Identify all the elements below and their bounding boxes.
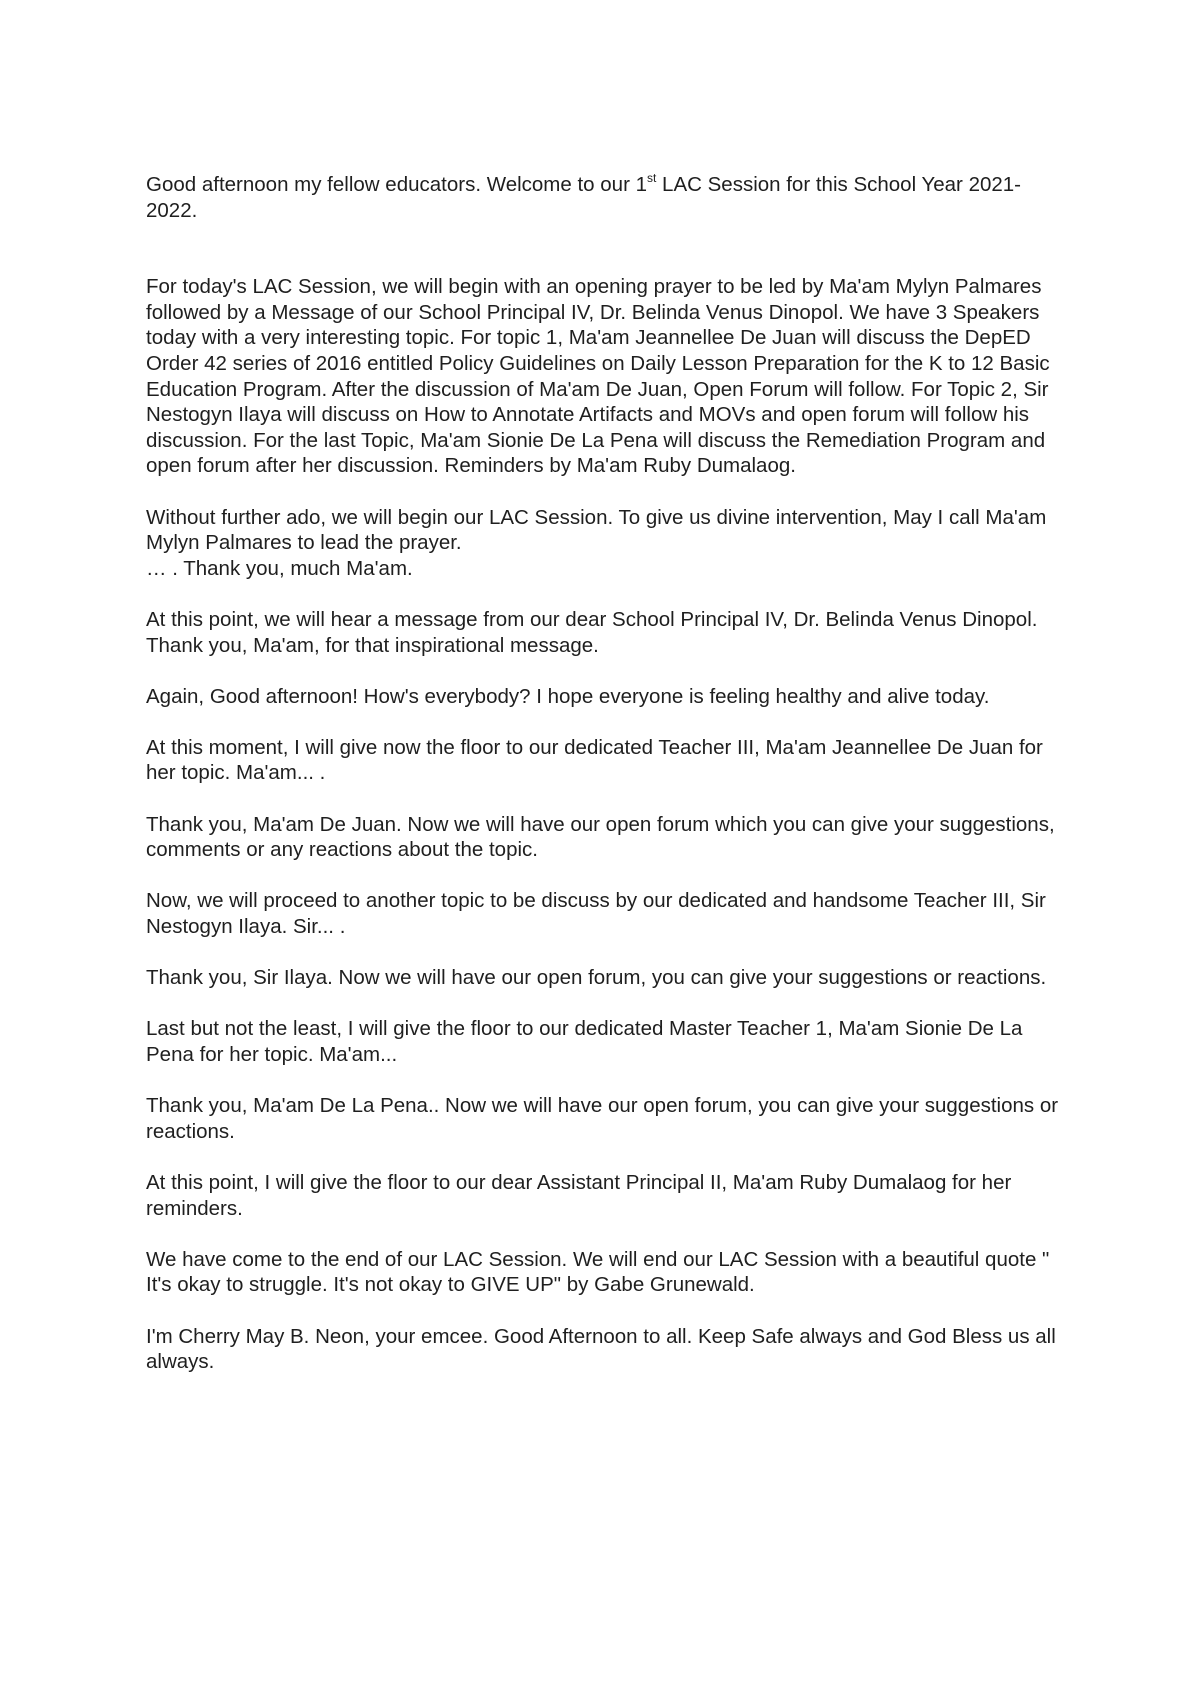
open-forum-3-paragraph: Thank you, Ma'am De La Pena.. Now we will have our open forum, you can give your suggestions or reactions. [146, 1094, 1059, 1143]
emcee-signoff-paragraph: I'm Cherry May B. Neon, your emcee. Good Afternoon to all. Keep Safe always and God Bless us all always. [146, 1324, 1056, 1374]
ordinal-superscript: st [647, 171, 657, 186]
speaker-2-intro-paragraph: Now, we will proceed to another topic to be discuss by our dedicated and handsome Teacher III, Sir Nestogyn Ilaya. Sir... . [146, 889, 1046, 939]
open-forum-1-paragraph: Thank you, Ma'am De Juan. Now we will have our open forum which you can give your suggestions, comments or any reactions about the topic. [146, 812, 1055, 862]
prayer-thanks-line: … . Thank you, much Ma'am. [146, 556, 413, 580]
program-overview-paragraph: For today's LAC Session, we will begin with an opening prayer to be led by Ma'am Mylyn Palmares followed by a Message of our School Principal IV, Dr. Belinda Venus Dinopol. We have 3 Speakers today with a very interesting topic. For topic 1, Ma'am Jeannellee De Juan will discuss the DepED Order 42 series of 2016 entitled Policy Guidelines on Daily Lesson Preparation for the K to 12 Basic Education Program. After the discussion of Ma'am De Juan, Open Forum will follow. For Topic 2, Sir Nestogyn Ilaya will discuss on How to Annotate Artifacts and MOVs and open forum will follow his discussion. For the last Topic, Ma'am Sionie De La Pena will discuss the Remediation Program and open forum after her discussion. Reminders by Ma'am Ruby Dumalaog. [146, 275, 1050, 478]
opening-text-start: Good afternoon my fellow educators. Welcome to our 1 [146, 173, 647, 196]
greeting-paragraph: Again, Good afternoon! How's everybody? I hope everyone is feeling healthy and alive today. [146, 684, 990, 708]
prayer-call-paragraph: Without further ado, we will begin our LAC Session. To give us divine intervention, May I call Ma'am Mylyn Palmares to lead the prayer. [146, 505, 1047, 555]
open-forum-2-paragraph: Thank you, Sir Ilaya. Now we will have our open forum, you can give your suggestions or reactions. [146, 966, 1047, 990]
document-body [146, 172, 1066, 1375]
speaker-1-intro-paragraph: At this moment, I will give now the floor to our dedicated Teacher III, Ma'am Jeannellee De Juan for her topic. Ma'am... . [146, 735, 1043, 785]
principal-message-paragraph: At this point, we will hear a message from our dear School Principal IV, Dr. Belinda Venus Dinopol. Thank you, Ma'am, for that inspirational message. [146, 607, 1038, 657]
closing-quote-paragraph: We have come to the end of our LAC Session. We will end our LAC Session with a beautiful quote " It's okay to struggle. It's not okay to GIVE UP" by Gabe Grunewald. [146, 1247, 1050, 1297]
opening-text-end: LAC Session for this School Year 2021-2022. [146, 173, 1022, 222]
speaker-3-intro-paragraph: Last but not the least, I will give the floor to our dedicated Master Teacher 1, Ma'am Sionie De La Pena for her topic. Ma'am... [146, 1017, 1023, 1066]
opening-greeting [146, 172, 1066, 223]
reminders-paragraph: At this point, I will give the floor to our dear Assistant Principal II, Ma'am Ruby Dumalaog for her reminders. [146, 1170, 1012, 1220]
